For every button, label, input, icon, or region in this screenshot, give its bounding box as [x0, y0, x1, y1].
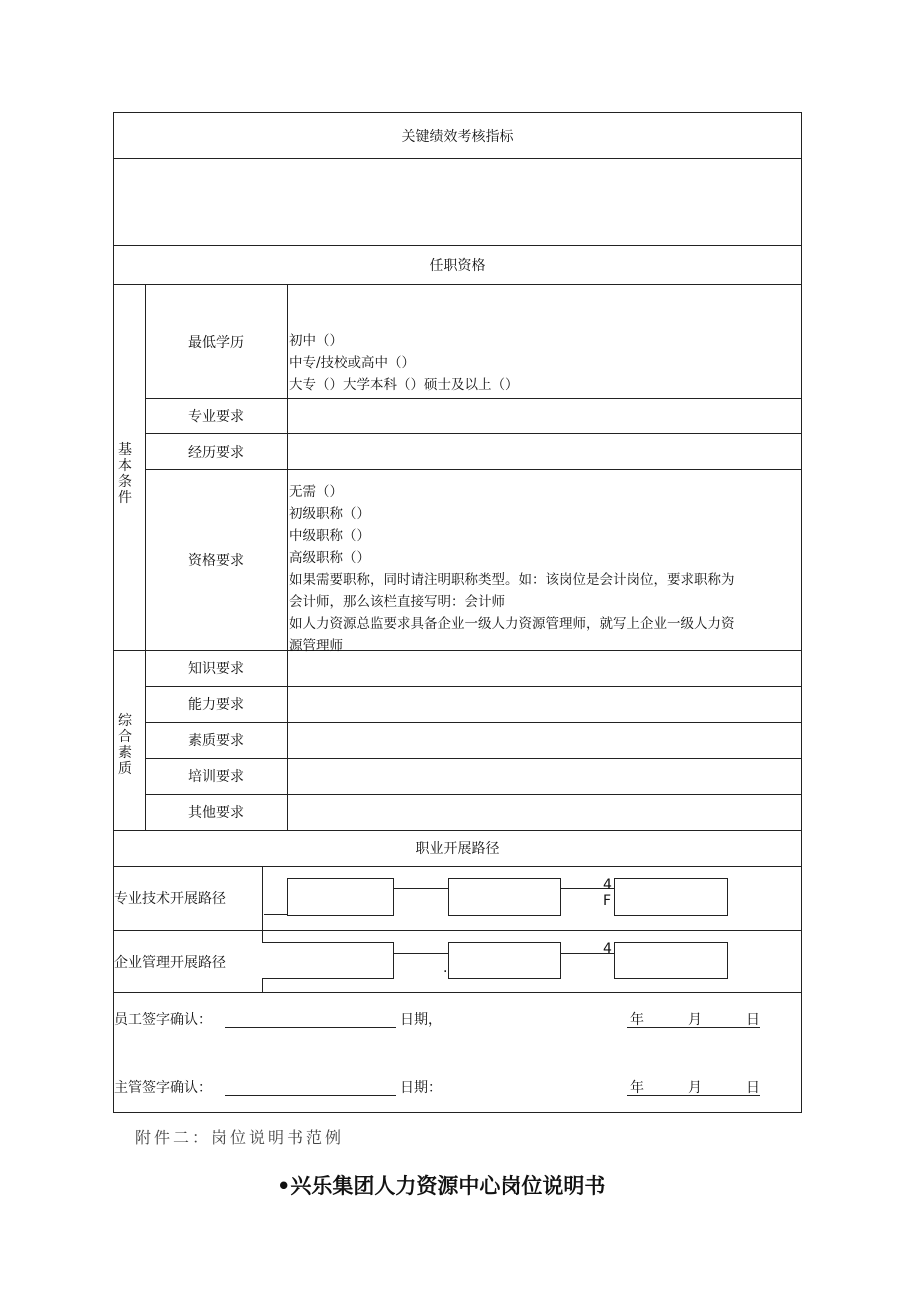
education-option: 初中（）	[289, 333, 343, 349]
knowledge-label: 知识要求	[188, 661, 244, 677]
certification-line: 高级职称（）	[289, 550, 370, 566]
divider	[113, 830, 802, 831]
group-basic-label: 基本条件	[118, 442, 132, 506]
divider	[113, 284, 802, 285]
kpi-title: 关键绩效考核指标	[401, 129, 514, 145]
quality-label: 素质要求	[188, 733, 244, 749]
manager-date-label: 日期：	[400, 1080, 442, 1096]
certification-line: 源管理师	[289, 638, 343, 654]
path-box	[448, 942, 561, 979]
technical-path-label: 专业技术开展路径	[114, 891, 226, 907]
divider	[113, 866, 802, 867]
path-mark: .	[443, 960, 448, 976]
employee-month: 月	[688, 1012, 702, 1028]
path-box	[614, 878, 728, 916]
employee-sign-field[interactable]	[225, 1027, 396, 1028]
education-option: 大专（）大学本科（）硕士及以上（）	[289, 377, 519, 393]
divider	[113, 930, 802, 931]
path-box	[614, 942, 728, 979]
employee-day: 日	[746, 1012, 760, 1028]
divider	[145, 433, 802, 434]
manager-sign-field[interactable]	[225, 1095, 396, 1096]
path-box	[287, 878, 394, 916]
divider	[113, 158, 802, 159]
group-comprehensive-label: 综合素质	[118, 713, 132, 777]
manager-sign-label: 主管签字确认：	[114, 1080, 212, 1096]
divider	[145, 686, 802, 687]
divider	[145, 469, 802, 470]
major-label: 专业要求	[188, 409, 244, 425]
divider	[145, 794, 802, 795]
path-connector	[394, 888, 449, 889]
certification-line: 如人力资源总监要求具备企业一级人力资源管理师，就写上企业一级人力资	[289, 616, 735, 632]
career-title: 职业开展路径	[415, 841, 500, 857]
path-box	[262, 942, 394, 979]
certification-line: 会计师，那么该栏直接写明：会计师	[289, 594, 505, 610]
divider	[113, 245, 802, 246]
employee-date-label: 日期，	[400, 1012, 442, 1028]
employee-date-field[interactable]	[627, 1027, 760, 1028]
divider	[145, 722, 802, 723]
education-option: 中专/技校或高中（）	[289, 355, 416, 371]
ability-label: 能力要求	[188, 697, 244, 713]
employee-sign-label: 员工签字确认：	[114, 1012, 212, 1028]
training-label: 培训要求	[188, 769, 244, 785]
appendix-caption: 附件二：岗位说明书范例	[135, 1128, 345, 1147]
manager-month: 月	[688, 1080, 702, 1096]
path-mark: F	[603, 893, 612, 909]
document-title: •兴乐集团人力资源中心岗位说明书	[277, 1174, 606, 1198]
employee-year: 年	[630, 1012, 644, 1028]
certification-line: 初级职称（）	[289, 506, 370, 522]
education-label: 最低学历	[188, 335, 244, 351]
certification-line: 无需（）	[289, 484, 343, 500]
path-box	[448, 878, 561, 916]
divider	[287, 284, 288, 830]
path-mark: 4	[603, 941, 612, 957]
experience-label: 经历要求	[188, 445, 244, 461]
path-mark: 4	[603, 877, 612, 893]
certification-options	[289, 481, 735, 657]
divider	[113, 992, 802, 993]
certification-line: 中级职称（）	[289, 528, 370, 544]
qualification-title: 任职资格	[429, 258, 486, 274]
other-label: 其他要求	[188, 805, 244, 821]
manager-day: 日	[746, 1080, 760, 1096]
manager-year: 年	[630, 1080, 644, 1096]
path-connector	[394, 953, 449, 954]
education-options	[289, 330, 519, 396]
divider	[145, 398, 802, 399]
divider	[145, 758, 802, 759]
path-connector	[264, 914, 288, 915]
certification-line: 如果需要职称，同时请注明职称类型。如：该岗位是会计岗位，要求职称为	[289, 572, 735, 588]
manager-date-field[interactable]	[627, 1095, 760, 1096]
management-path-label: 企业管理开展路径	[114, 955, 226, 971]
certification-label: 资格要求	[188, 553, 244, 569]
